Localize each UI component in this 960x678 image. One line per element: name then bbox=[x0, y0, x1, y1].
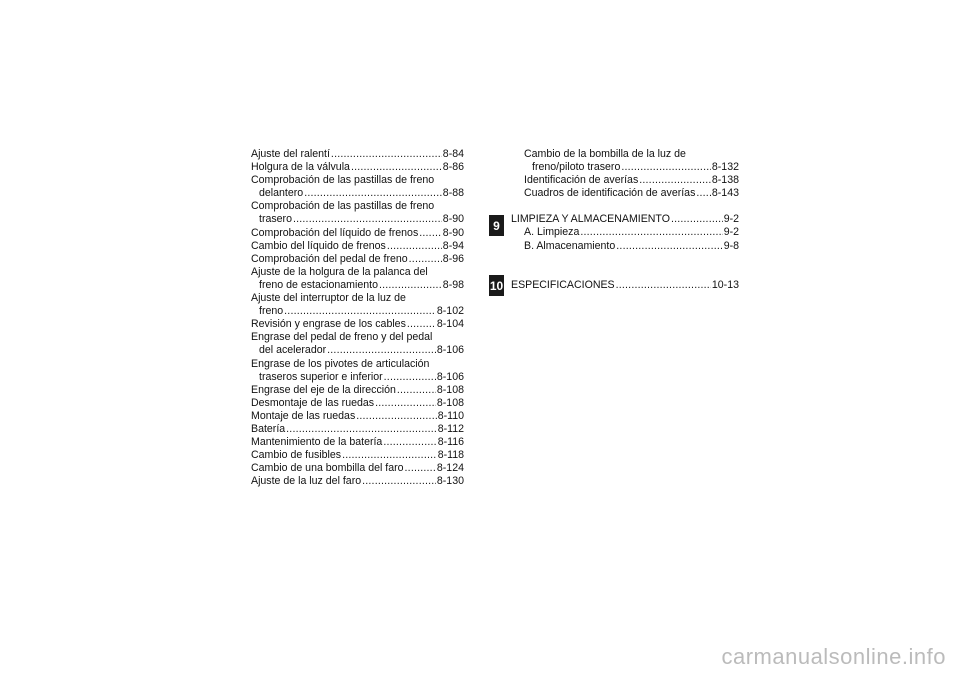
toc-entry[interactable]: Cuadros de identificación de averías ..... 8-143 bbox=[511, 187, 739, 200]
toc-entry[interactable]: Ajuste del interruptor de la luz de freno ..... 8-102 bbox=[251, 292, 464, 318]
toc-entry[interactable]: Cambio de la bombilla de la luz de freno/piloto trasero ..... 8-132 bbox=[511, 148, 739, 174]
toc-entry[interactable]: Identificación de averías ..... 8-138 bbox=[511, 174, 739, 187]
toc-entry[interactable]: B. Almacenamiento ..... 9-8 bbox=[511, 240, 739, 253]
toc-entry[interactable]: Comprobación de las pastillas de freno trasero ..... 8-90 bbox=[251, 200, 464, 226]
toc-left-column bbox=[251, 148, 464, 488]
toc-entry[interactable]: Batería ..... 8-112 bbox=[251, 423, 464, 436]
toc-entry[interactable]: Engrase del eje de la dirección ..... 8-108 bbox=[251, 384, 464, 397]
toc-entry[interactable]: Desmontaje de las ruedas ..... 8-108 bbox=[251, 397, 464, 410]
toc-entry[interactable]: Comprobación del líquido de frenos ..... 8-90 bbox=[251, 227, 464, 240]
toc-entry[interactable]: Ajuste del ralentí ..... 8-84 bbox=[251, 148, 464, 161]
toc-chapter-10[interactable]: ESPECIFICACIONES ..... 10-13 bbox=[511, 279, 739, 292]
toc-right-column bbox=[511, 148, 739, 292]
toc-entry[interactable]: Montaje de las ruedas ..... 8-110 bbox=[251, 410, 464, 423]
toc-entry[interactable]: Cambio del líquido de frenos ..... 8-94 bbox=[251, 240, 464, 253]
toc-entry[interactable]: Ajuste de la luz del faro ..... 8-130 bbox=[251, 475, 464, 488]
toc-entry[interactable]: Ajuste de la holgura de la palanca del freno de estacionamiento ..... 8-98 bbox=[251, 266, 464, 292]
toc-entry[interactable]: Revisión y engrase de los cables ..... 8-104 bbox=[251, 318, 464, 331]
toc-chapter-9[interactable]: LIMPIEZA Y ALMACENAMIENTO ..... 9-2 bbox=[511, 213, 739, 226]
toc-entry[interactable]: Engrase del pedal de freno y del pedal del acelerador ..... 8-106 bbox=[251, 331, 464, 357]
toc-entry[interactable]: Cambio de una bombilla del faro ..... 8-124 bbox=[251, 462, 464, 475]
toc-entry[interactable]: Comprobación del pedal de freno ..... 8-96 bbox=[251, 253, 464, 266]
chapter-tab-10[interactable]: 10 bbox=[489, 275, 504, 296]
chapter-tab-9[interactable]: 9 bbox=[489, 215, 504, 236]
toc-entry[interactable]: A. Limpieza ..... 9-2 bbox=[511, 226, 739, 239]
toc-entry[interactable]: Cambio de fusibles ..... 8-118 bbox=[251, 449, 464, 462]
toc-entry[interactable]: Holgura de la válvula ..... 8-86 bbox=[251, 161, 464, 174]
watermark: carmanualsonline.info bbox=[721, 644, 946, 669]
toc-entry[interactable]: Comprobación de las pastillas de freno delantero ..... 8-88 bbox=[251, 174, 464, 200]
toc-entry[interactable]: Mantenimiento de la batería ..... 8-116 bbox=[251, 436, 464, 449]
toc-entry[interactable]: Engrase de los pivotes de articulación traseros superior e inferior ..... 8-106 bbox=[251, 358, 464, 384]
